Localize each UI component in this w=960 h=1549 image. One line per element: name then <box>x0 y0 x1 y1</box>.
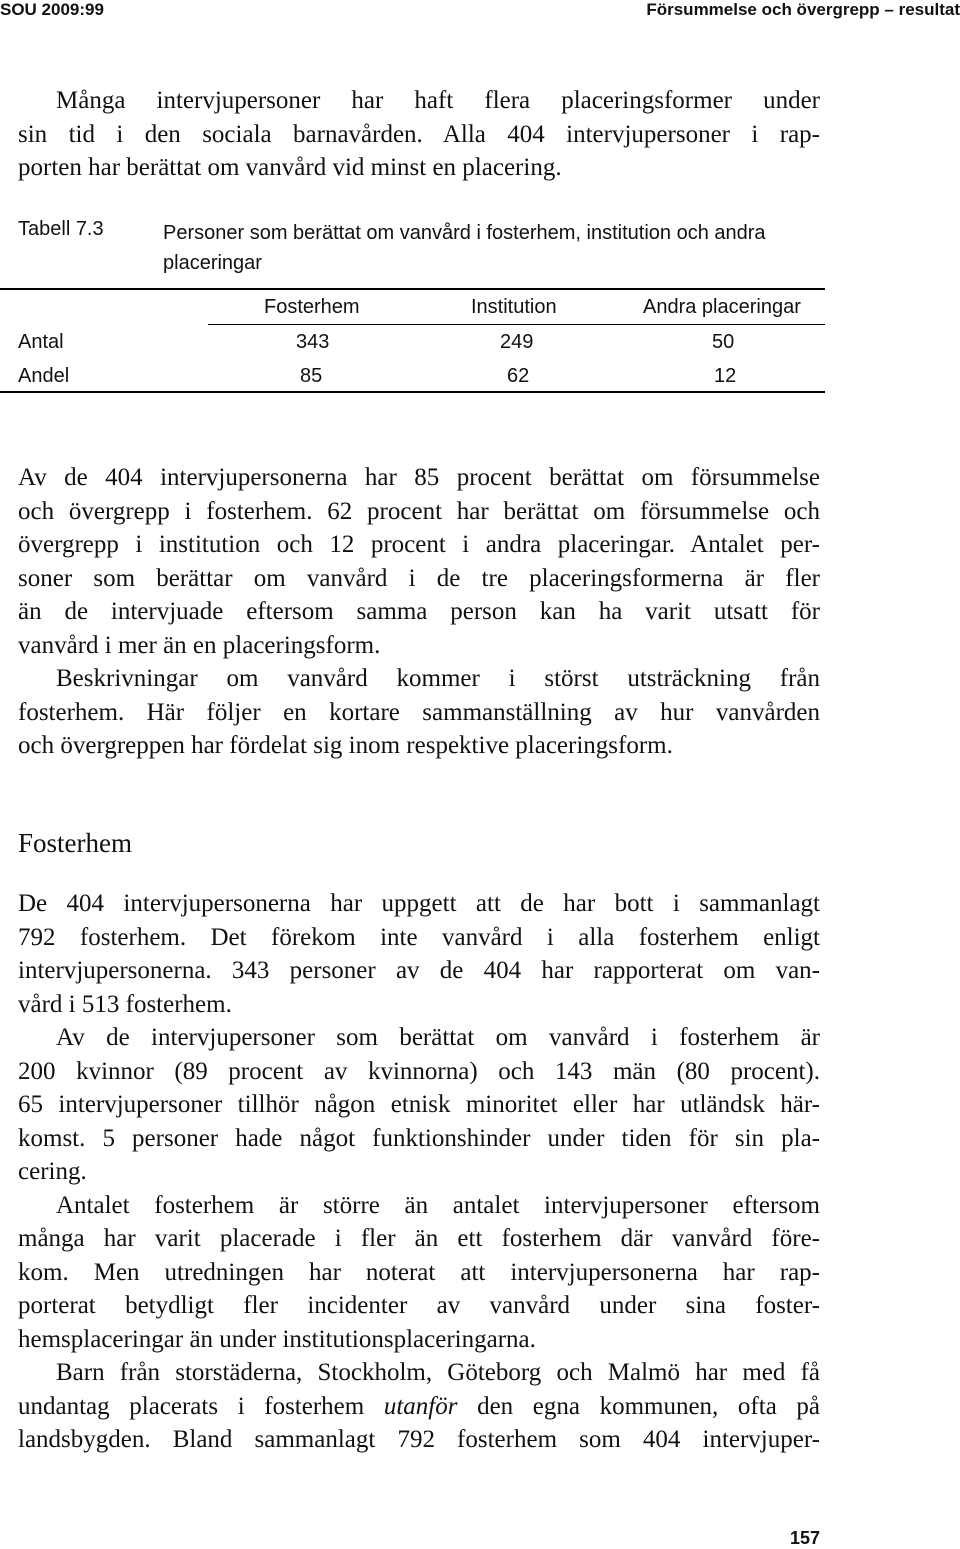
italic-word: utanför <box>383 1392 458 1420</box>
text-line: vanvård i mer än en placeringsform. <box>18 631 381 659</box>
text-line: porten har berättat om vanvård vid minst en placering. <box>18 154 562 181</box>
text-line: komst. 5 personer hade något funktionshinder under tiden för sin pla- <box>18 1124 820 1152</box>
text-line: och övergrepp i fosterhem. 62 procent har berättat om försummelse och <box>18 497 820 525</box>
text-line: och övergreppen har fördelat sig inom respektive placeringsform. <box>18 732 673 759</box>
text-line: kom. Men utredningen har noterat att intervjupersonerna har rap- <box>18 1258 820 1286</box>
text-run: undantag placerats i fosterhem <box>18 1392 384 1420</box>
text-line: De 404 intervjupersonerna har uppgett att de har bott i sammanlagt <box>18 890 820 917</box>
text-run: den egna kommunen, ofta på <box>457 1392 820 1420</box>
table-cell: 85 <box>300 365 323 387</box>
table-cell: 62 <box>507 365 530 387</box>
text-line: övergrepp i institution och 12 procent i andra placeringar. Antalet per- <box>18 531 820 558</box>
table-header-rule <box>208 324 825 325</box>
text-line: 200 kvinnor (89 procent av kvinnorna) och 143 män (80 procent). <box>18 1057 820 1085</box>
text-line: cering. <box>18 1158 87 1185</box>
text-line: sin tid i den sociala barnavården. Alla 404 intervjupersoner i rap- <box>18 120 820 148</box>
column-header: Andra placeringar <box>643 296 801 318</box>
column-header: Fosterhem <box>264 296 360 318</box>
table-title: Personer som berättat om vanvård i fosterhem, institution och andra placeringar <box>163 222 766 274</box>
text-line: Många intervjupersoner har haft flera placeringsformer under <box>56 87 820 114</box>
text-line: Antalet fosterhem är större än antalet intervjupersoner eftersom <box>56 1191 820 1219</box>
text-line: Beskrivningar om vanvård kommer i störst utsträckning från <box>56 665 820 692</box>
page-number: 157 <box>789 1528 820 1548</box>
row-label: Antal <box>18 331 64 353</box>
report-id: SOU 2009:99 <box>0 0 104 19</box>
table-label: Tabell 7.3 <box>18 218 104 240</box>
text-line: fosterhem. Här följer en kortare sammanställning av hur vanvården <box>18 698 820 726</box>
text-line: landsbygden. Bland sammanlagt 792 fosterhem som 404 intervjuper- <box>18 1426 820 1453</box>
row-label: Andel <box>18 365 70 387</box>
section-heading: Fosterhem <box>18 828 132 858</box>
text-line: Barn från storstäderna, Stockholm, Göteborg och Malmö har med få <box>56 1359 820 1386</box>
text-line: än de intervjuade eftersom samma person kan ha varit utsatt för <box>18 598 820 625</box>
results-paragraph <box>18 461 820 763</box>
text-line <box>18 1390 820 1424</box>
text-line: soner som berättar om vanvård i de tre placeringsformerna är fler <box>18 564 820 592</box>
column-header: Institution <box>471 296 557 318</box>
chapter-title: Försummelse och övergrepp – resultat <box>646 0 960 19</box>
fosterhem-paragraph <box>18 887 820 1457</box>
table-cell: 50 <box>712 331 735 353</box>
running-header <box>0 0 960 22</box>
table-bottom-rule <box>0 391 825 393</box>
table-top-rule <box>0 288 825 290</box>
text-line: 792 fosterhem. Det förekom inte vanvård i alla fosterhem enligt <box>18 923 820 951</box>
intro-paragraph <box>18 84 820 185</box>
text-line: vård i 513 fosterhem. <box>18 990 232 1018</box>
text-line: intervjupersonerna. 343 personer av de 404 har rapporterat om van- <box>18 957 820 984</box>
text-line: många har varit placerade i fler än ett fosterhem där vanvård före- <box>18 1225 820 1252</box>
table-cell: 343 <box>296 331 330 353</box>
text-line: Av de intervjupersoner som berättat om vanvård i fosterhem är <box>56 1024 820 1051</box>
table-cell: 249 <box>500 331 534 353</box>
text-line: 65 intervjupersoner tillhör någon etnisk minoritet eller har utländsk här- <box>18 1091 820 1118</box>
text-line: hemsplaceringar än under institutionsplaceringarna. <box>18 1325 536 1353</box>
text-line: Av de 404 intervjupersonerna har 85 procent berättat om försummelse <box>18 464 820 491</box>
text-line: porterat betydligt fler incidenter av vanvård under sina foster- <box>18 1292 820 1319</box>
table-cell: 12 <box>714 365 737 387</box>
